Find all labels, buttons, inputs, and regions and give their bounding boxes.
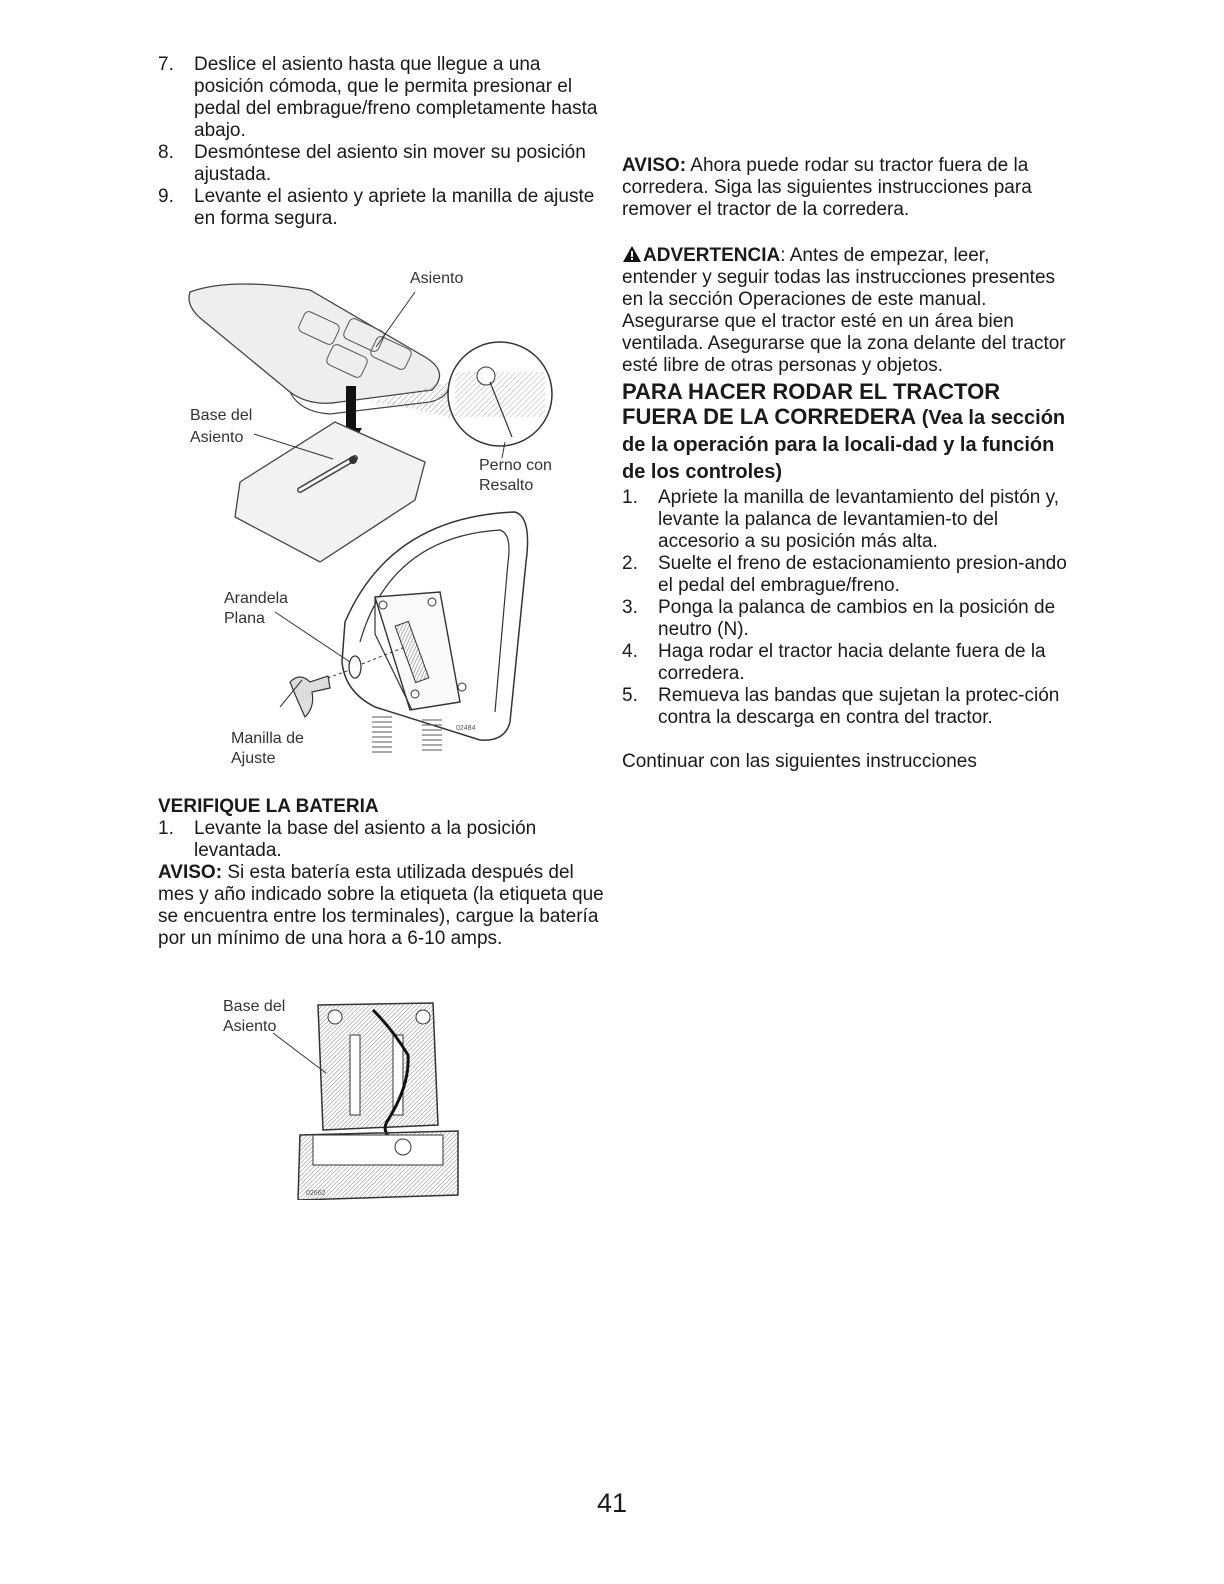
figure-code: 02484 xyxy=(456,725,476,732)
left-column-top xyxy=(158,54,608,230)
battery-figure xyxy=(218,995,463,1200)
seat-assembly-figure xyxy=(150,262,590,782)
battery-section xyxy=(158,796,608,950)
tractor-aviso: AVISO: Ahora puede rodar su tractor fuera de la corredera. Siga las siguientes instrucciones para remover el tractor de la corredera. xyxy=(622,155,1032,220)
roll-tractor-steps-list xyxy=(622,487,1067,729)
seat-steps-list xyxy=(158,54,608,230)
list-item: 7. Deslice el asiento hasta que llegue a una posición cómoda, que le permita presionar el pedal del embrague/freno completamente hasta abajo. xyxy=(158,54,598,141)
list-item: 1. Levante la base del asiento a la posición levantada. xyxy=(158,818,537,861)
label-manilla-line2: Ajuste xyxy=(231,750,276,767)
list-item: 8. Desmóntese del asiento sin mover su posición ajustada. xyxy=(158,142,586,185)
label-arandela-line2: Plana xyxy=(224,610,265,627)
list-item: 3. Ponga la palanca de cambios en la posición de neutro (N). xyxy=(622,597,1056,640)
battery-aviso: AVISO: Si esta batería esta utilizada después del mes y año indicado sobre la etiqueta (la etiqueta que se encuentra entre los terminales), cargue la batería por un mínimo de una hora a 6-10 amps. xyxy=(158,862,604,949)
list-item: 2. Suelte el freno de estacionamiento presion-ando el pedal del embrague/freno. xyxy=(622,553,1067,596)
list-item: 4. Haga rodar el tractor hacia delante fuera de la corredera. xyxy=(622,641,1046,684)
roll-tractor-heading: PARA HACER RODAR EL TRACTOR FUERA DE LA CORREDERA (Vea la sección de la operación para la locali-dad y la función de los controles) xyxy=(622,379,1066,483)
label-base-line1: Base del xyxy=(190,407,253,424)
label-base-line1: Base del xyxy=(223,998,286,1015)
label-base-line2: Asiento xyxy=(223,1018,277,1035)
battery-illustration xyxy=(218,995,463,1200)
label-asiento: Asiento xyxy=(410,270,464,287)
label-perno-line2: Resalto xyxy=(479,477,534,494)
seat-assembly-illustration xyxy=(150,262,590,782)
list-item: 1. Apriete la manilla de levantamiento del pistón y, levante la palanca de levantamien-to del accesorio a su posición más alta. xyxy=(622,487,1059,552)
right-column xyxy=(622,155,1067,773)
battery-steps-list xyxy=(158,818,608,862)
figure-code: 02662 xyxy=(306,1190,326,1197)
label-arandela-line1: Arandela xyxy=(224,590,289,607)
list-item: 9. Levante el asiento y apriete la manilla de ajuste en forma segura. xyxy=(158,186,595,229)
continue-note: Continuar con las siguientes instrucciones xyxy=(622,751,977,772)
battery-heading: VERIFIQUE LA BATERIA xyxy=(158,796,379,817)
list-item: 5. Remueva las bandas que sujetan la protec-ción contra la descarga en contra del tractor. xyxy=(622,685,1060,728)
label-base-line2: Asiento xyxy=(190,429,244,446)
label-perno-line1: Perno con xyxy=(479,457,552,474)
label-manilla-line1: Manilla de xyxy=(231,730,304,747)
page-number: 41 xyxy=(596,1488,628,1518)
warning-paragraph: ADVERTENCIA: Antes de empezar, leer, entender y seguir todas las instrucciones presentes en la sección Operaciones de este manual. Asegurarse que el tractor esté en un área bien ventilada. Asegurarse que la zona delante del tractor esté libre de otras personas y objetos. xyxy=(622,245,1066,376)
warning-triangle-icon xyxy=(622,245,642,263)
